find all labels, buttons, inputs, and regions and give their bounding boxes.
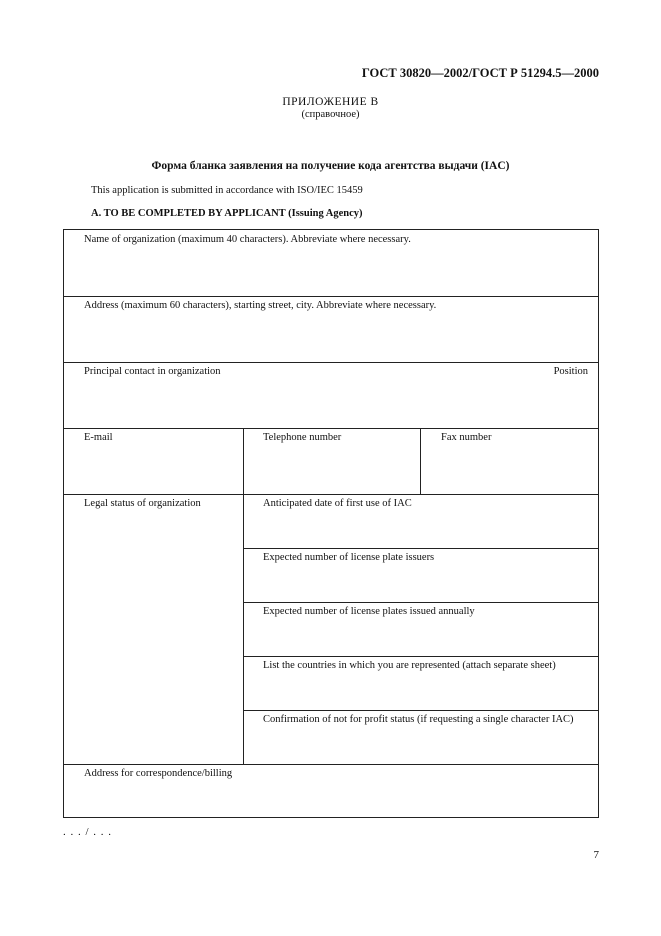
- row-divider: [64, 428, 598, 429]
- appendix-title: ПРИЛОЖЕНИЕ В: [282, 96, 379, 108]
- row-divider: [64, 764, 598, 765]
- column-divider: [243, 428, 244, 764]
- column-divider: [420, 428, 421, 494]
- row-divider: [64, 296, 598, 297]
- row-divider: [243, 656, 598, 657]
- field-principal-contact: Principal contact in organization: [84, 366, 221, 377]
- row-divider: [243, 548, 598, 549]
- page-number: 7: [593, 849, 599, 861]
- row-divider: [64, 362, 598, 363]
- field-address: Address (maximum 60 characters), starting street, city. Abbreviate where necessary.: [84, 300, 437, 311]
- field-first-use-date: Anticipated date of first use of IAC: [263, 498, 412, 509]
- field-fax: Fax number: [441, 432, 492, 443]
- field-non-profit: Confirmation of not for profit status (if requesting a single character IAC): [263, 714, 574, 725]
- field-position: Position: [553, 366, 588, 377]
- application-form-table: [63, 229, 599, 818]
- section-a-heading: A. TO BE COMPLETED BY APPLICANT (Issuing Agency): [91, 208, 363, 219]
- intro-text: This application is submitted in accordance with ISO/IEC 15459: [91, 185, 363, 196]
- appendix-subtitle: (справочное): [301, 109, 360, 120]
- continuation-mark: . . . / . . .: [63, 826, 113, 838]
- row-divider: [243, 602, 598, 603]
- field-org-name: Name of organization (maximum 40 characters). Abbreviate where necessary.: [84, 234, 411, 245]
- field-expected-plates: Expected number of license plates issued annually: [263, 606, 475, 617]
- field-telephone: Telephone number: [263, 432, 342, 443]
- field-expected-issuers: Expected number of license plate issuers: [263, 552, 435, 563]
- row-divider: [243, 710, 598, 711]
- field-email: E-mail: [84, 432, 113, 443]
- field-legal-status: Legal status of organization: [84, 498, 201, 509]
- field-countries: List the countries in which you are represented (attach separate sheet): [263, 660, 556, 671]
- form-title: Форма бланка заявления на получение кода агентства выдачи (IAC): [151, 160, 510, 172]
- field-correspondence: Address for correspondence/billing: [84, 768, 233, 779]
- row-divider: [64, 494, 598, 495]
- standard-code: ГОСТ 30820—2002/ГОСТ Р 51294.5—2000: [361, 66, 599, 80]
